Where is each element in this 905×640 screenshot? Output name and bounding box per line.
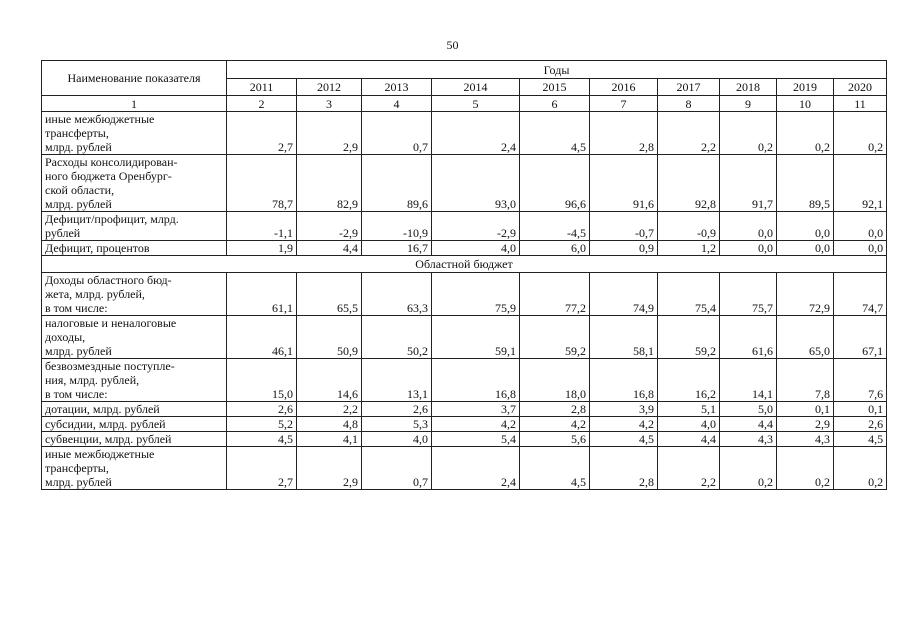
value-cell: 91,6 xyxy=(590,155,658,212)
column-number: 6 xyxy=(520,96,590,112)
table-body xyxy=(42,112,887,490)
column-number: 10 xyxy=(777,96,834,112)
row-label xyxy=(42,316,227,359)
value-cell: 4,5 xyxy=(834,432,887,447)
table-row xyxy=(42,273,887,316)
row-label-line: субсидии, млрд. рублей xyxy=(45,417,166,431)
row-label-line: млрд. рублей xyxy=(45,344,112,358)
row-label xyxy=(42,447,227,490)
row-label xyxy=(42,432,227,447)
value-cell: 65,0 xyxy=(777,316,834,359)
value-cell: 65,5 xyxy=(297,273,362,316)
row-label-line: Доходы областного бюд- xyxy=(45,273,172,287)
value-cell: 0,1 xyxy=(777,402,834,417)
value-cell: 75,4 xyxy=(658,273,720,316)
value-cell: 91,7 xyxy=(720,155,777,212)
value-cell: 89,6 xyxy=(362,155,432,212)
value-cell: 5,3 xyxy=(362,417,432,432)
row-label-line: в том числе: xyxy=(45,387,108,401)
column-header-year: 2020 xyxy=(834,79,887,96)
value-cell: 1,9 xyxy=(227,241,297,256)
row-label-line: Расходы консолидирован- xyxy=(45,155,178,169)
value-cell: 0,0 xyxy=(834,241,887,256)
value-cell: 2,4 xyxy=(432,447,520,490)
value-cell: 2,2 xyxy=(297,402,362,417)
row-label-line: налоговые и неналоговые xyxy=(45,316,177,330)
column-number: 3 xyxy=(297,96,362,112)
row-label-line: Дефицит/профицит, млрд. xyxy=(45,212,179,226)
value-cell: -10,9 xyxy=(362,212,432,241)
value-cell: 2,6 xyxy=(362,402,432,417)
value-cell: 0,0 xyxy=(720,241,777,256)
table-row xyxy=(42,212,887,241)
value-cell: 75,9 xyxy=(432,273,520,316)
value-cell: 4,0 xyxy=(432,241,520,256)
value-cell: 77,2 xyxy=(520,273,590,316)
value-cell: -0,7 xyxy=(590,212,658,241)
column-header-year: 2017 xyxy=(658,79,720,96)
value-cell: 74,9 xyxy=(590,273,658,316)
value-cell: 0,7 xyxy=(362,112,432,155)
value-cell: 4,5 xyxy=(227,432,297,447)
value-cell: 4,1 xyxy=(297,432,362,447)
value-cell: 15,0 xyxy=(227,359,297,402)
column-header-name: Наименование показателя xyxy=(42,61,227,96)
column-header-year: 2011 xyxy=(227,79,297,96)
row-label-line: млрд. рублей xyxy=(45,197,112,211)
value-cell: 59,2 xyxy=(658,316,720,359)
value-cell: 3,7 xyxy=(432,402,520,417)
column-number: 9 xyxy=(720,96,777,112)
value-cell: -4,5 xyxy=(520,212,590,241)
value-cell: 72,9 xyxy=(777,273,834,316)
column-number: 1 xyxy=(42,96,227,112)
value-cell: 0,2 xyxy=(777,447,834,490)
value-cell: -0,9 xyxy=(658,212,720,241)
value-cell: 2,8 xyxy=(590,447,658,490)
row-label xyxy=(42,273,227,316)
value-cell: 4,5 xyxy=(520,112,590,155)
row-label-line: в том числе: xyxy=(45,301,108,315)
table-row xyxy=(42,241,887,256)
value-cell: 2,8 xyxy=(590,112,658,155)
value-cell: 7,8 xyxy=(777,359,834,402)
value-cell: 46,1 xyxy=(227,316,297,359)
column-number: 11 xyxy=(834,96,887,112)
section-row xyxy=(42,256,887,273)
value-cell: 4,2 xyxy=(590,417,658,432)
value-cell: -2,9 xyxy=(432,212,520,241)
row-label-line: млрд. рублей xyxy=(45,140,112,154)
row-label-line: доходы, xyxy=(45,330,86,344)
budget-table xyxy=(41,60,887,490)
column-header-year: 2018 xyxy=(720,79,777,96)
value-cell: 4,2 xyxy=(432,417,520,432)
value-cell: 78,7 xyxy=(227,155,297,212)
value-cell: 0,0 xyxy=(834,212,887,241)
value-cell: 4,3 xyxy=(720,432,777,447)
value-cell: 4,3 xyxy=(777,432,834,447)
table-row xyxy=(42,417,887,432)
value-cell: 2,7 xyxy=(227,447,297,490)
value-cell: 93,0 xyxy=(432,155,520,212)
value-cell: 2,6 xyxy=(227,402,297,417)
row-label-line: рублей xyxy=(45,226,81,240)
value-cell: -1,1 xyxy=(227,212,297,241)
value-cell: 63,3 xyxy=(362,273,432,316)
value-cell: 16,8 xyxy=(590,359,658,402)
table-row xyxy=(42,447,887,490)
row-label xyxy=(42,212,227,241)
value-cell: 14,1 xyxy=(720,359,777,402)
row-label-line: трансферты, xyxy=(45,461,109,475)
table-row xyxy=(42,316,887,359)
row-label-line: ния, млрд. рублей, xyxy=(45,373,140,387)
column-header-year: 2016 xyxy=(590,79,658,96)
value-cell: 2,9 xyxy=(777,417,834,432)
row-label xyxy=(42,402,227,417)
value-cell: 2,9 xyxy=(297,112,362,155)
value-cell: 2,2 xyxy=(658,112,720,155)
value-cell: 2,9 xyxy=(297,447,362,490)
header-row-column-numbers xyxy=(42,96,887,112)
value-cell: 0,9 xyxy=(590,241,658,256)
value-cell: 2,7 xyxy=(227,112,297,155)
value-cell: 7,6 xyxy=(834,359,887,402)
row-label-line: безвозмездные поступле- xyxy=(45,359,175,373)
column-number: 5 xyxy=(432,96,520,112)
value-cell: 4,2 xyxy=(520,417,590,432)
value-cell: 92,1 xyxy=(834,155,887,212)
column-number: 8 xyxy=(658,96,720,112)
row-label-line: жета, млрд. рублей, xyxy=(45,287,145,301)
value-cell: 2,8 xyxy=(520,402,590,417)
value-cell: 2,4 xyxy=(432,112,520,155)
value-cell: 92,8 xyxy=(658,155,720,212)
value-cell: 0,0 xyxy=(720,212,777,241)
value-cell: 4,5 xyxy=(520,447,590,490)
page-number: 50 xyxy=(446,38,459,52)
value-cell: 89,5 xyxy=(777,155,834,212)
column-header-year: 2014 xyxy=(432,79,520,96)
value-cell: 5,0 xyxy=(720,402,777,417)
column-number: 7 xyxy=(590,96,658,112)
column-header-year: 2012 xyxy=(297,79,362,96)
table-row xyxy=(42,432,887,447)
value-cell: 96,6 xyxy=(520,155,590,212)
value-cell: 67,1 xyxy=(834,316,887,359)
value-cell: 5,4 xyxy=(432,432,520,447)
column-number: 4 xyxy=(362,96,432,112)
header-row-years xyxy=(42,61,887,79)
row-label-line: ного бюджета Оренбург- xyxy=(45,169,172,183)
value-cell: 4,8 xyxy=(297,417,362,432)
row-label-line: иные межбюджетные xyxy=(45,112,155,126)
row-label xyxy=(42,359,227,402)
table-row xyxy=(42,155,887,212)
value-cell: 0,0 xyxy=(777,212,834,241)
value-cell: 0,2 xyxy=(720,112,777,155)
row-label-line: Дефицит, процентов xyxy=(45,241,150,255)
row-label xyxy=(42,241,227,256)
value-cell: 5,6 xyxy=(520,432,590,447)
value-cell: 0,2 xyxy=(777,112,834,155)
value-cell: 16,2 xyxy=(658,359,720,402)
value-cell: 4,0 xyxy=(658,417,720,432)
value-cell: 61,1 xyxy=(227,273,297,316)
value-cell: 13,1 xyxy=(362,359,432,402)
value-cell: 3,9 xyxy=(590,402,658,417)
table-row xyxy=(42,402,887,417)
value-cell: 4,0 xyxy=(362,432,432,447)
value-cell: 16,8 xyxy=(432,359,520,402)
column-header-years: Годы xyxy=(227,61,887,79)
value-cell: 61,6 xyxy=(720,316,777,359)
section-title: Областной бюджет xyxy=(42,256,887,273)
row-label-line: субвенции, млрд. рублей xyxy=(45,432,172,446)
value-cell: 59,2 xyxy=(520,316,590,359)
table-row xyxy=(42,112,887,155)
value-cell: 2,2 xyxy=(658,447,720,490)
value-cell: -2,9 xyxy=(297,212,362,241)
value-cell: 0,7 xyxy=(362,447,432,490)
value-cell: 14,6 xyxy=(297,359,362,402)
row-label xyxy=(42,112,227,155)
value-cell: 74,7 xyxy=(834,273,887,316)
value-cell: 16,7 xyxy=(362,241,432,256)
row-label xyxy=(42,155,227,212)
value-cell: 0,2 xyxy=(720,447,777,490)
table-row xyxy=(42,359,887,402)
value-cell: 50,2 xyxy=(362,316,432,359)
row-label-line: дотации, млрд. рублей xyxy=(45,402,160,416)
value-cell: 82,9 xyxy=(297,155,362,212)
value-cell: 0,1 xyxy=(834,402,887,417)
row-label xyxy=(42,417,227,432)
value-cell: 0,2 xyxy=(834,112,887,155)
value-cell: 4,4 xyxy=(658,432,720,447)
column-header-year: 2013 xyxy=(362,79,432,96)
row-label-line: трансферты, xyxy=(45,126,109,140)
value-cell: 0,2 xyxy=(834,447,887,490)
value-cell: 5,2 xyxy=(227,417,297,432)
value-cell: 4,4 xyxy=(297,241,362,256)
row-label-line: ской области, xyxy=(45,183,115,197)
value-cell: 4,5 xyxy=(590,432,658,447)
column-header-year: 2015 xyxy=(520,79,590,96)
value-cell: 6,0 xyxy=(520,241,590,256)
value-cell: 0,0 xyxy=(777,241,834,256)
value-cell: 18,0 xyxy=(520,359,590,402)
value-cell: 2,6 xyxy=(834,417,887,432)
row-label-line: иные межбюджетные xyxy=(45,447,155,461)
value-cell: 5,1 xyxy=(658,402,720,417)
value-cell: 1,2 xyxy=(658,241,720,256)
value-cell: 4,4 xyxy=(720,417,777,432)
column-header-year: 2019 xyxy=(777,79,834,96)
value-cell: 75,7 xyxy=(720,273,777,316)
value-cell: 59,1 xyxy=(432,316,520,359)
value-cell: 58,1 xyxy=(590,316,658,359)
column-number: 2 xyxy=(227,96,297,112)
row-label-line: млрд. рублей xyxy=(45,475,112,489)
value-cell: 50,9 xyxy=(297,316,362,359)
